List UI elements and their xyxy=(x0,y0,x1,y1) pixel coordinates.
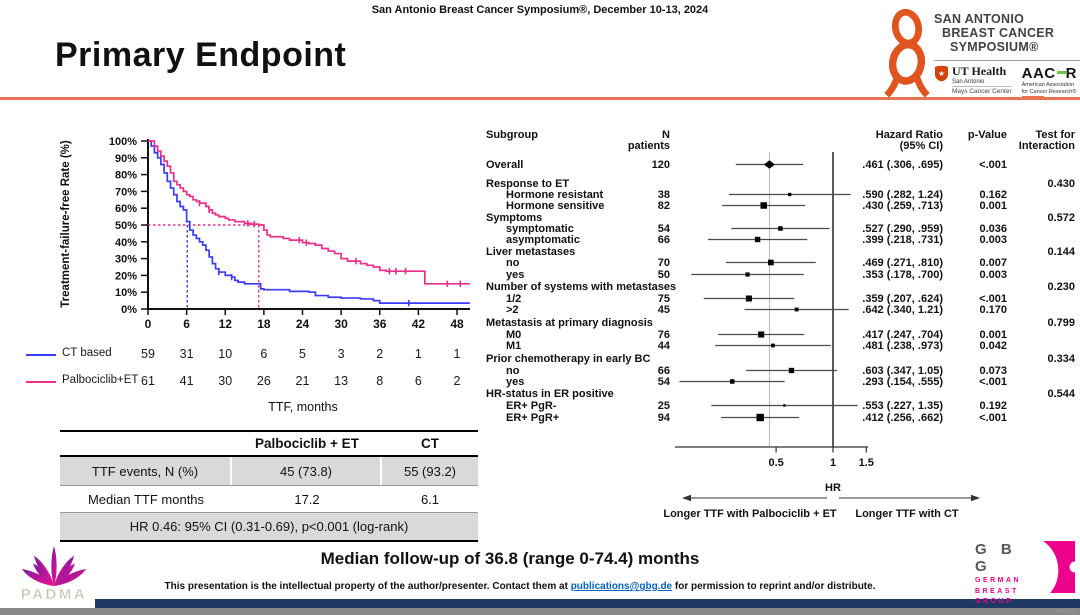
svg-text:38: 38 xyxy=(658,189,670,201)
aacr-green-bar xyxy=(1057,71,1066,75)
svg-text:0.007: 0.007 xyxy=(979,257,1007,269)
svg-text:Prior chemotherapy in early BC: Prior chemotherapy in early BC xyxy=(486,353,650,365)
at-risk-count: 30 xyxy=(218,374,232,388)
svg-text:120: 120 xyxy=(652,159,670,171)
svg-text:1.5: 1.5 xyxy=(859,457,874,469)
aacr-wordmark xyxy=(1022,65,1077,82)
legend-label-ct: CT based xyxy=(62,347,112,359)
sabcs-line3: SYMPOSIUM® xyxy=(950,40,1054,54)
reprint-notice xyxy=(60,581,980,592)
svg-text:0.001: 0.001 xyxy=(979,329,1007,341)
svg-text:Symptoms: Symptoms xyxy=(486,212,542,224)
ttf-events-label: TTF events, N (%) xyxy=(60,457,232,485)
summary-hr-row: HR 0.46: 95% CI (0.31-0.69), p<0.001 (log-rank) xyxy=(60,513,478,540)
at-risk-count: 61 xyxy=(141,374,155,388)
svg-text:94: 94 xyxy=(658,412,671,424)
svg-text:p-Value: p-Value xyxy=(968,129,1007,141)
at-risk-count: 59 xyxy=(141,347,155,361)
svg-text:12: 12 xyxy=(219,317,233,331)
svg-text:0.799: 0.799 xyxy=(1047,317,1075,329)
at-risk-count: 10 xyxy=(218,347,232,361)
svg-text:Metastasis at primary diagnosi: Metastasis at primary diagnosis xyxy=(486,317,653,329)
svg-text:.527 (.290, .959): .527 (.290, .959) xyxy=(862,223,943,235)
ut-health-center: Mays Cancer Center xyxy=(952,88,1012,95)
svg-text:Overall: Overall xyxy=(486,159,523,171)
svg-text:40%: 40% xyxy=(115,237,137,249)
svg-text:1: 1 xyxy=(830,457,836,469)
svg-text:.417 (.247, .704): .417 (.247, .704) xyxy=(862,329,943,341)
svg-text:<.001: <.001 xyxy=(979,376,1007,388)
svg-text:.553 (.227, 1.35): .553 (.227, 1.35) xyxy=(862,400,943,412)
ut-health-city: San Antonio xyxy=(952,79,1012,87)
svg-text:.359 (.207, .624): .359 (.207, .624) xyxy=(862,293,943,305)
svg-text:(95% CI): (95% CI) xyxy=(900,140,944,152)
gbg-breast-icon xyxy=(1039,541,1075,593)
conference-header: San Antonio Breast Cancer Symposium®, December 10-13, 2024 xyxy=(0,4,1080,16)
svg-text:20%: 20% xyxy=(115,270,137,282)
svg-text:0.230: 0.230 xyxy=(1047,281,1075,293)
svg-text:<.001: <.001 xyxy=(979,159,1007,171)
median-ttf-ct: 6.1 xyxy=(382,485,478,513)
svg-text:0.001: 0.001 xyxy=(979,200,1007,212)
ttf-events-palbo: 45 (73.8) xyxy=(232,457,382,485)
svg-text:.430 (.259, .713): .430 (.259, .713) xyxy=(862,200,943,212)
km-chart xyxy=(56,124,480,340)
sabcs-ribbon-icon xyxy=(884,8,930,96)
ttf-events-ct: 55 (93.2) xyxy=(382,457,478,485)
svg-text:1/2: 1/2 xyxy=(506,293,521,305)
at-risk-count: 5 xyxy=(299,347,306,361)
svg-text:48: 48 xyxy=(450,317,464,331)
at-risk-count: 13 xyxy=(334,374,348,388)
svg-text:Interaction: Interaction xyxy=(1019,140,1076,152)
gbg-german: GERMAN xyxy=(975,576,1033,586)
svg-text:25: 25 xyxy=(658,400,670,412)
svg-text:no: no xyxy=(506,365,520,377)
svg-text:54: 54 xyxy=(658,376,671,388)
title-divider xyxy=(0,97,1080,100)
svg-text:82: 82 xyxy=(658,200,670,212)
svg-text:N: N xyxy=(662,129,670,141)
svg-text:66: 66 xyxy=(658,234,670,246)
at-risk-count: 2 xyxy=(454,374,461,388)
at-risk-count: 1 xyxy=(415,347,422,361)
svg-text:80%: 80% xyxy=(115,170,137,182)
svg-text:0.334: 0.334 xyxy=(1047,353,1075,365)
svg-text:no: no xyxy=(506,257,520,269)
km-xaxis-label: TTF, months xyxy=(148,400,458,414)
at-risk-count: 3 xyxy=(338,347,345,361)
reprint-post: for permission to reprint and/or distribute. xyxy=(672,581,875,592)
svg-text:0.572: 0.572 xyxy=(1047,212,1075,224)
publications-email-link[interactable]: publications@gbg.de xyxy=(571,581,672,592)
sabcs-divider xyxy=(934,60,1080,61)
median-followup-text: Median follow-up of 36.8 (range 0-74.4) months xyxy=(60,549,960,569)
bottom-navy-bar xyxy=(95,599,1080,608)
median-ttf-label: Median TTF months xyxy=(60,485,232,513)
svg-text:60%: 60% xyxy=(115,203,137,215)
svg-text:Test for: Test for xyxy=(1035,129,1075,141)
svg-text:.353 (.178, .700): .353 (.178, .700) xyxy=(862,269,943,281)
svg-text:70%: 70% xyxy=(115,186,137,198)
svg-text:Subgroup: Subgroup xyxy=(486,129,538,141)
svg-text:54: 54 xyxy=(658,223,671,235)
svg-text:patients: patients xyxy=(628,140,670,152)
svg-text:<.001: <.001 xyxy=(979,293,1007,305)
svg-text:symptomatic: symptomatic xyxy=(506,223,574,235)
svg-text:42: 42 xyxy=(412,317,426,331)
svg-text:Longer TTF with CT: Longer TTF with CT xyxy=(855,508,959,520)
svg-text:0%: 0% xyxy=(121,304,137,316)
legend-line-palbociclib xyxy=(26,381,56,383)
svg-text:50%: 50% xyxy=(115,220,137,232)
svg-text:★: ★ xyxy=(938,69,945,78)
aacr-sub2: for Cancer Research® xyxy=(1022,89,1077,96)
svg-text:yes: yes xyxy=(506,376,524,388)
at-risk-count: 2 xyxy=(376,347,383,361)
svg-text:Hazard Ratio: Hazard Ratio xyxy=(876,129,944,141)
summary-row-ttf-events xyxy=(60,457,478,485)
svg-text:70: 70 xyxy=(658,257,670,269)
svg-text:HR-status in ER positive: HR-status in ER positive xyxy=(486,388,614,400)
svg-text:.399 (.218, .731): .399 (.218, .731) xyxy=(862,234,943,246)
summary-header-palbo: Palbociclib + ET xyxy=(232,432,382,455)
svg-text:.590 (.282, 1.24): .590 (.282, 1.24) xyxy=(862,189,943,201)
svg-text:76: 76 xyxy=(658,329,670,341)
legend-line-ct xyxy=(26,354,56,356)
svg-text:.642 (.340, 1.21): .642 (.340, 1.21) xyxy=(862,304,943,316)
aacr-orange-bar xyxy=(1022,96,1044,98)
svg-text:0.162: 0.162 xyxy=(979,189,1007,201)
forest-plot xyxy=(483,126,1080,538)
svg-text:0.192: 0.192 xyxy=(979,400,1007,412)
svg-text:Number of systems with metasta: Number of systems with metastases xyxy=(486,281,676,293)
svg-text:0.5: 0.5 xyxy=(768,457,783,469)
svg-text:0.042: 0.042 xyxy=(979,340,1007,352)
gbg-wordmark: G B G xyxy=(975,541,1033,575)
sabcs-line1: SAN ANTONIO xyxy=(934,12,1054,26)
at-risk-count: 41 xyxy=(180,374,194,388)
svg-text:.603 (.347, 1.05): .603 (.347, 1.05) xyxy=(862,365,943,377)
summary-header-blank xyxy=(60,432,232,455)
ut-health-logo xyxy=(934,64,1012,95)
svg-text:0.036: 0.036 xyxy=(979,223,1007,235)
sabcs-line2: BREAST CANCER xyxy=(942,26,1054,40)
at-risk-count: 6 xyxy=(260,347,267,361)
svg-text:0.430: 0.430 xyxy=(1047,178,1075,190)
at-risk-count: 21 xyxy=(296,374,310,388)
ut-health-name: UT Health xyxy=(952,64,1012,79)
svg-text:<.001: <.001 xyxy=(979,412,1007,424)
svg-text:50: 50 xyxy=(658,269,670,281)
at-risk-count: 6 xyxy=(415,374,422,388)
svg-text:6: 6 xyxy=(183,317,190,331)
padma-logo xyxy=(8,540,100,607)
svg-text:66: 66 xyxy=(658,365,670,377)
padma-wordmark: PADMA xyxy=(21,586,87,603)
svg-text:44: 44 xyxy=(658,340,671,352)
svg-text:Response to ET: Response to ET xyxy=(486,178,569,190)
svg-text:10%: 10% xyxy=(115,287,137,299)
gbg-logo xyxy=(975,541,1075,615)
svg-text:100%: 100% xyxy=(109,136,137,148)
aacr-left: AAC xyxy=(1022,65,1056,82)
summary-header-row xyxy=(60,432,478,457)
svg-text:.469 (.271, .810): .469 (.271, .810) xyxy=(862,257,943,269)
ut-shield-icon xyxy=(934,64,949,82)
reprint-pre: This presentation is the intellectual property of the author/presenter. Contact them at xyxy=(165,581,571,592)
svg-text:0.073: 0.073 xyxy=(979,365,1007,377)
padma-lotus-icon xyxy=(8,540,100,602)
svg-text:0.003: 0.003 xyxy=(979,269,1007,281)
svg-text:M1: M1 xyxy=(506,340,521,352)
svg-text:ER+ PgR-: ER+ PgR- xyxy=(506,400,557,412)
svg-text:Hormone sensitive: Hormone sensitive xyxy=(506,200,604,212)
aacr-right: R xyxy=(1066,65,1077,82)
aacr-logo xyxy=(1022,64,1077,98)
svg-text:.293 (.154, .555): .293 (.154, .555) xyxy=(862,376,943,388)
median-ttf-palbo: 17.2 xyxy=(232,485,382,513)
svg-text:90%: 90% xyxy=(115,153,137,165)
sabcs-logo xyxy=(884,8,1080,96)
svg-text:0.544: 0.544 xyxy=(1047,388,1075,400)
svg-text:Treatment-failure-free Rate (%: Treatment-failure-free Rate (%) xyxy=(60,140,72,308)
aacr-sub1: American Association xyxy=(1022,82,1077,89)
svg-text:HR: HR xyxy=(825,482,841,494)
svg-text:Hormone resistant: Hormone resistant xyxy=(506,189,604,201)
svg-text:.481 (.238, .973): .481 (.238, .973) xyxy=(862,340,943,352)
svg-text:Liver metastases: Liver metastases xyxy=(486,246,575,258)
gbg-breast: BREAST xyxy=(975,587,1033,597)
svg-text:asymptomatic: asymptomatic xyxy=(506,234,580,246)
svg-text:0: 0 xyxy=(145,317,152,331)
svg-text:18: 18 xyxy=(257,317,271,331)
summary-table xyxy=(60,430,478,542)
svg-text:45: 45 xyxy=(658,304,670,316)
svg-text:75: 75 xyxy=(658,293,670,305)
at-risk-count: 8 xyxy=(376,374,383,388)
at-risk-count: 31 xyxy=(180,347,194,361)
svg-text:0.144: 0.144 xyxy=(1047,246,1075,258)
svg-text:0.003: 0.003 xyxy=(979,234,1007,246)
svg-text:yes: yes xyxy=(506,269,524,281)
svg-text:.461 (.306, .695): .461 (.306, .695) xyxy=(862,159,943,171)
svg-text:Longer TTF with Palbociclib +: Longer TTF with Palbociclib + ET xyxy=(663,508,837,520)
svg-text:ER+ PgR+: ER+ PgR+ xyxy=(506,412,559,424)
gbg-code: 2409350 xyxy=(975,609,1075,615)
svg-text:30%: 30% xyxy=(115,254,137,266)
svg-text:M0: M0 xyxy=(506,329,521,341)
gbg-group: GROUP xyxy=(975,597,1033,607)
svg-text:>2: >2 xyxy=(506,304,519,316)
svg-text:36: 36 xyxy=(373,317,387,331)
svg-text:30: 30 xyxy=(334,317,348,331)
sabcs-wordmark xyxy=(934,12,1054,54)
summary-row-median-ttf xyxy=(60,485,478,513)
summary-header-ct: CT xyxy=(382,432,478,455)
affiliate-logos xyxy=(934,64,1077,98)
at-risk-count: 26 xyxy=(257,374,271,388)
at-risk-count: 1 xyxy=(454,347,461,361)
legend-label-palbociclib: Palbociclib+ET xyxy=(62,374,138,386)
svg-text:.412 (.256, .662): .412 (.256, .662) xyxy=(862,412,943,424)
svg-text:24: 24 xyxy=(296,317,310,331)
page-title: Primary Endpoint xyxy=(55,36,346,75)
svg-text:0.170: 0.170 xyxy=(979,304,1007,316)
